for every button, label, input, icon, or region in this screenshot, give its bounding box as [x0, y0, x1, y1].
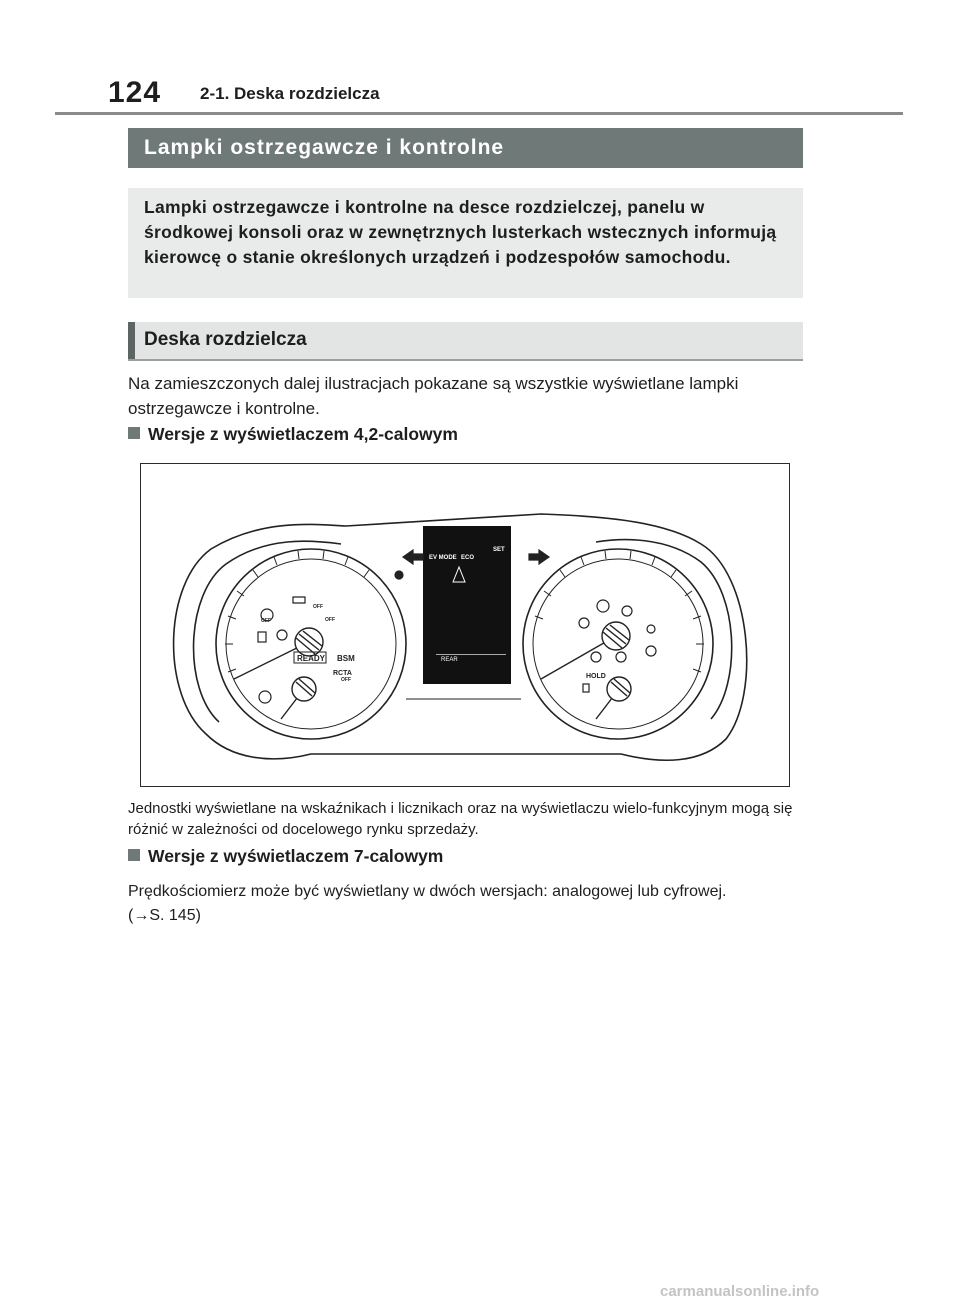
hold-icon: [591, 652, 601, 662]
brake-warning-icon: [622, 606, 632, 616]
paragraph-2-line-1: Prędkościomierz może być wyświetlany w dwóch wersjach: analogowej lub cyfrowej.: [128, 883, 727, 900]
bullet-square-icon: [128, 849, 140, 861]
rear-label: REAR: [441, 657, 458, 663]
turn-left-arrow-icon: [403, 550, 423, 564]
engine-check-icon: [293, 597, 305, 603]
page-reference-link[interactable]: (→S. 145): [128, 907, 201, 924]
fog-light-icon: [395, 571, 403, 579]
brake-hold-icon: [579, 618, 589, 628]
ev-mode-label: EV MODE: [429, 555, 457, 561]
section-label: 2-1. Deska rozdzielcza: [200, 84, 380, 103]
right-gauge-needle: [541, 622, 630, 679]
instrument-cluster-figure: [140, 463, 790, 787]
pcs-off-label: OFF: [313, 604, 323, 610]
bullet-heading-4inch-text: Wersje z wyświetlaczem 4,2-calowym: [148, 424, 458, 444]
vsc-off-label: OFF: [261, 618, 271, 624]
right-indicator-labels: [586, 673, 606, 680]
paragraph-2: [128, 880, 818, 928]
eco-label: ECO: [461, 555, 475, 561]
ring-icon: [259, 691, 271, 703]
intro-box: [128, 188, 803, 298]
subsection-bar: [128, 322, 803, 361]
instrument-cluster-illustration: [141, 464, 788, 785]
ready-label: READY: [297, 654, 326, 663]
left-gauge-small-knob: [281, 677, 316, 719]
parking-brake-icon: [597, 600, 609, 612]
rcta-off-label: OFF: [341, 677, 351, 683]
right-gauge-small-knob: [596, 677, 631, 719]
bullet-heading-4inch: [128, 424, 458, 445]
page-number: 124: [108, 76, 162, 109]
subsection-title: Deska rozdzielcza: [144, 329, 307, 350]
hold-label: HOLD: [586, 673, 606, 680]
intro-text: Lampki ostrzegawcze i kontrolne na desce rozdzielczej, panelu w środkowej konsoli oraz w zewnętrznych lusterkach wstecznych informują kierowcę o stanie określonych urządzeń i podzespołów samochodu.: [144, 197, 777, 267]
bsm-label: BSM: [337, 654, 355, 663]
fuel-pump-icon: [583, 684, 589, 692]
bullet-square-icon: [128, 427, 140, 439]
master-warning-icon: [646, 646, 656, 656]
seatbelt-icon: [258, 632, 266, 642]
right-indicator-icons: [529, 550, 656, 692]
header-rule: [55, 112, 903, 115]
rcta-label: RCTA: [333, 670, 352, 677]
low-fuel-icon: [616, 652, 626, 662]
set-label: SET: [493, 547, 505, 553]
subsection-accent: [128, 322, 135, 359]
bullet-heading-7inch-text: Wersje z wyświetlaczem 7-calowym: [148, 846, 444, 866]
turn-right-arrow-icon: [529, 550, 549, 564]
airbag-icon: [647, 625, 655, 633]
lta-off-label: OFF: [325, 617, 335, 623]
paragraph-1: Na zamieszczonych dalej ilustracjach pokazane są wszystkie wyświetlane lampki ostrzegawcze i kontrolne.: [128, 374, 739, 418]
title-bar: [128, 128, 803, 168]
watermark: carmanualsonline.info: [660, 1283, 820, 1300]
page-title: Lampki ostrzegawcze i kontrolne: [144, 136, 505, 159]
figure-note: Jednostki wyświetlane na wskaźnikach i licznikach oraz na wyświetlaczu wielo-funkcyjnym mogą się różnić w zależności od docelowego rynku sprzedaży.: [128, 800, 793, 838]
bullet-heading-7inch: [128, 846, 443, 867]
tire-pressure-icon: [277, 630, 287, 640]
